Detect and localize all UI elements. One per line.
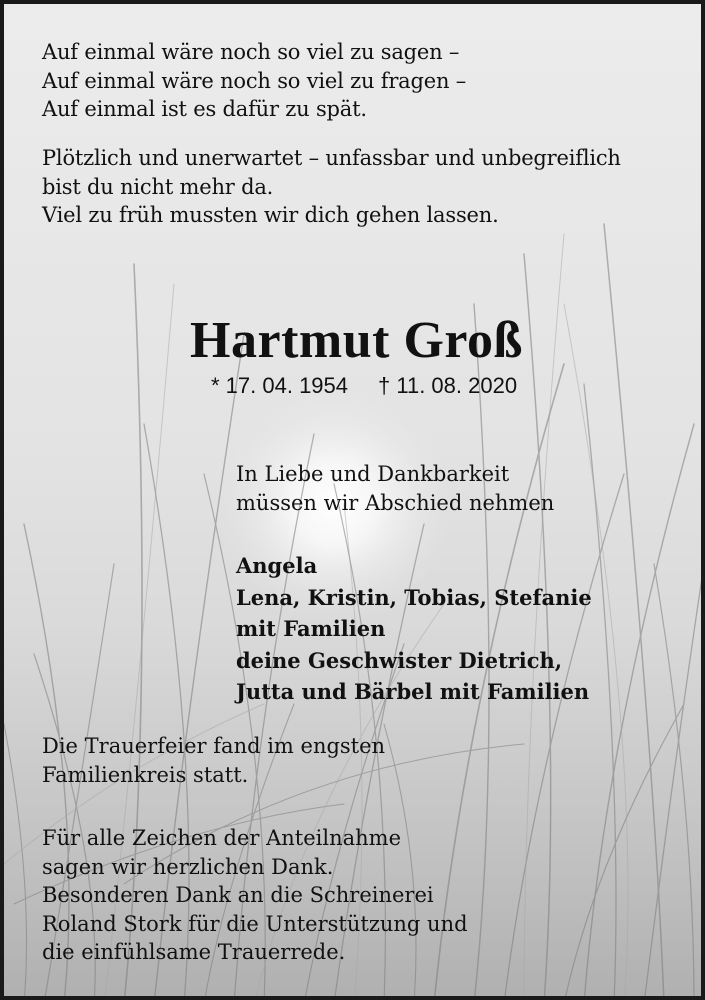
intro-line: Auf einmal ist es dafür zu spät.: [42, 97, 367, 121]
mourner-line: Jutta und Bärbel mit Familien: [236, 679, 590, 704]
thanks-line: Roland Stork für die Unterstützung und: [42, 911, 468, 936]
thanks-line: Besonderen Dank an die Schreinerei: [42, 883, 434, 907]
intro-line: Auf einmal wäre noch so viel zu fragen –: [42, 68, 467, 93]
thanks-line: sagen wir herzlichen Dank.: [42, 854, 334, 879]
thanks-note: [42, 824, 468, 967]
intro-line: bist du nicht mehr da.: [42, 174, 274, 199]
death-date: † 11. 08. 2020: [378, 373, 518, 398]
farewell-line: In Liebe und Dankbarkeit: [236, 462, 510, 486]
mourners-list: [236, 550, 592, 708]
funeral-note: [42, 732, 385, 790]
mourner-line: Lena, Kristin, Tobias, Stefanie: [236, 584, 592, 610]
farewell-text: [236, 460, 554, 518]
intro-verse-second: [42, 144, 621, 230]
intro-verse: [42, 38, 466, 124]
intro-line: Plötzlich und unerwartet – unfassbar und unbegreiflich: [42, 146, 621, 170]
farewell-line: müssen wir Abschied nehmen: [236, 491, 555, 515]
mourner-line: Angela: [236, 553, 318, 578]
thanks-line: Für alle Zeichen der Anteilnahme: [42, 826, 401, 850]
funeral-line: Familienkreis statt.: [42, 763, 249, 787]
birth-date: * 17. 04. 1954: [211, 373, 349, 398]
intro-line: Auf einmal wäre noch so viel zu sagen –: [42, 40, 460, 64]
thanks-line: die einfühlsame Trauerrede.: [42, 940, 346, 964]
life-dates: [211, 372, 517, 400]
mourner-line: mit Familien: [236, 616, 386, 641]
mourner-line: deine Geschwister Dietrich,: [236, 647, 563, 673]
funeral-line: Die Trauerfeier fand im engsten: [42, 734, 386, 758]
deceased-name: Hartmut Groß: [190, 312, 523, 369]
intro-line: Viel zu früh mussten wir dich gehen lassen.: [42, 203, 499, 227]
